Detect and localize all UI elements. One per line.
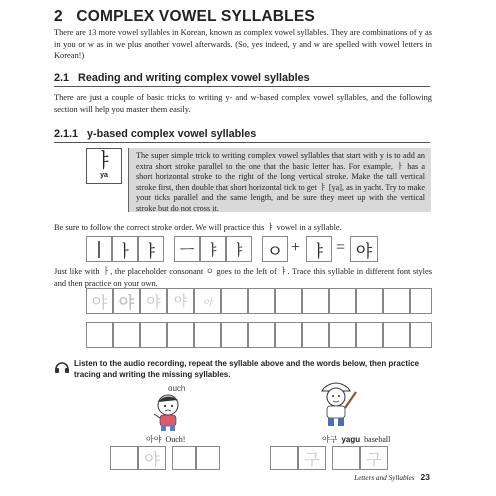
footer-title: Letters and Syllables <box>354 474 415 482</box>
stroke-order-row <box>86 236 432 262</box>
word2-box[interactable] <box>270 446 298 470</box>
page-footer <box>354 472 430 482</box>
heading-rule <box>54 86 430 87</box>
stroke-order-text: Be sure to follow the correct stroke order. We will practice this ㅑ vowel in a syllable. <box>54 223 342 232</box>
practice-box[interactable] <box>410 322 432 348</box>
subsection-number: 2.1.1 <box>54 128 79 140</box>
trace-box[interactable] <box>410 288 432 314</box>
section-heading <box>54 8 315 26</box>
trace-box[interactable]: 야 <box>194 288 221 314</box>
subsection-number: 2.1 <box>54 72 70 84</box>
word2-english: baseball <box>364 435 391 444</box>
practice-box[interactable] <box>248 322 275 348</box>
word1-box[interactable] <box>172 446 196 470</box>
trace-box[interactable] <box>275 288 302 314</box>
word2-box[interactable]: 구 <box>360 446 388 470</box>
trace-instructions: Just like with ㅏ, the placeholder consonant ㅇ goes to the left of ㅑ. Trace this syllable in different font styles and then practice on your own. <box>54 267 432 288</box>
equals-sign: = <box>336 239 346 256</box>
word1-box[interactable]: 야 <box>138 446 166 470</box>
practice-box[interactable] <box>221 322 248 348</box>
word1-english: Ouch! <box>165 435 186 444</box>
practice-box[interactable] <box>383 322 410 348</box>
practice-box[interactable] <box>356 322 383 348</box>
trace-box[interactable] <box>356 288 383 314</box>
equation-result: 야 <box>350 236 378 262</box>
stroke-box: ㅑ <box>226 236 252 262</box>
practice-box[interactable] <box>329 322 356 348</box>
trace-box[interactable]: 야 <box>86 288 113 314</box>
trace-box[interactable] <box>221 288 248 314</box>
practice-box[interactable] <box>140 322 167 348</box>
subsection-title: Reading and writing complex vowel syllables <box>78 72 310 84</box>
headphones-icon[interactable] <box>54 360 70 379</box>
page-number: 23 <box>420 472 430 482</box>
word2-box[interactable]: 구 <box>298 446 326 470</box>
word1-korean: 아야 <box>146 435 162 444</box>
section-number: 2 <box>54 8 63 25</box>
plus-sign: + <box>291 239 301 256</box>
subsection-heading-2-1-1 <box>54 128 256 140</box>
practice-box[interactable] <box>86 322 113 348</box>
stroke-box: | <box>86 236 112 262</box>
trace-row <box>86 288 432 314</box>
trace-box[interactable] <box>302 288 329 314</box>
word1-boxes <box>110 446 220 470</box>
practice-box[interactable] <box>194 322 221 348</box>
vowel-romanization: ya <box>100 172 108 179</box>
audio-instructions: Listen to the audio recording, repeat the syllable above and the words below, then practice tracing and writing the missing syllables. <box>74 359 420 379</box>
stroke-box: ㅑ <box>200 236 226 262</box>
vowel-glyph: ㅑ <box>94 150 114 172</box>
ouch-label: ouch <box>168 384 186 393</box>
word2-korean: 야구 <box>322 435 338 444</box>
practice-row <box>86 322 432 348</box>
trace-box[interactable]: 야 <box>167 288 194 314</box>
practice-box[interactable] <box>275 322 302 348</box>
practice-box[interactable] <box>113 322 140 348</box>
stroke-box: ㅏ <box>112 236 138 262</box>
subsection-heading-2-1 <box>54 72 310 84</box>
word2-boxes <box>270 446 388 470</box>
subsection-paragraph: There are just a couple of basic tricks to writing y- and w-based complex vowel syllables, and the following section will help you master them easily. <box>54 93 432 114</box>
trace-box[interactable]: 야 <box>140 288 167 314</box>
baseball-kid-illustration <box>312 378 360 433</box>
intro-paragraph: There are 13 more vowel syllables in Korean, known as complex vowel syllables. They are combinations of y as in you or w as in we plus another vowel afterwards. (So, yes indeed, y and w are spelled with vowel letters in Korean!) <box>54 28 432 61</box>
ouch-kid-illustration <box>146 392 188 437</box>
trace-box[interactable] <box>248 288 275 314</box>
trace-box[interactable] <box>329 288 356 314</box>
word1-box[interactable] <box>110 446 138 470</box>
practice-box[interactable] <box>167 322 194 348</box>
word2-label <box>322 434 390 445</box>
word2-box[interactable] <box>332 446 360 470</box>
section-title: COMPLEX VOWEL SYLLABLES <box>76 8 315 25</box>
stroke-box: ㅑ <box>138 236 164 262</box>
trace-box[interactable] <box>383 288 410 314</box>
word2-romanization: yagu <box>341 435 361 444</box>
heading-rule <box>54 142 430 143</box>
trace-box[interactable]: 야 <box>113 288 140 314</box>
tip-callout <box>128 148 431 212</box>
equation-term: ㅑ <box>306 236 332 262</box>
equation-term: ㅇ <box>262 236 288 262</box>
subsection-title: y-based complex vowel syllables <box>87 128 257 140</box>
vowel-tile <box>86 148 122 184</box>
word1-label <box>146 434 185 445</box>
tip-text: The super simple trick to writing complex vowel syllables that start with y is to add an extra short stroke parallel to the one that the basic letter has. For example, ㅏ has a short horizontal stroke to the right of the long vertical stroke. Make the tall vertical stroke first, then double that short horizontal tick to get ㅑ [ya], as in yacht. Try to make your ticks parallel and the same length, and be sure they meet up with the vertical stroke but do not cross it. <box>136 151 425 213</box>
stroke-box: ㅡ <box>174 236 200 262</box>
word1-box[interactable] <box>196 446 220 470</box>
practice-box[interactable] <box>302 322 329 348</box>
